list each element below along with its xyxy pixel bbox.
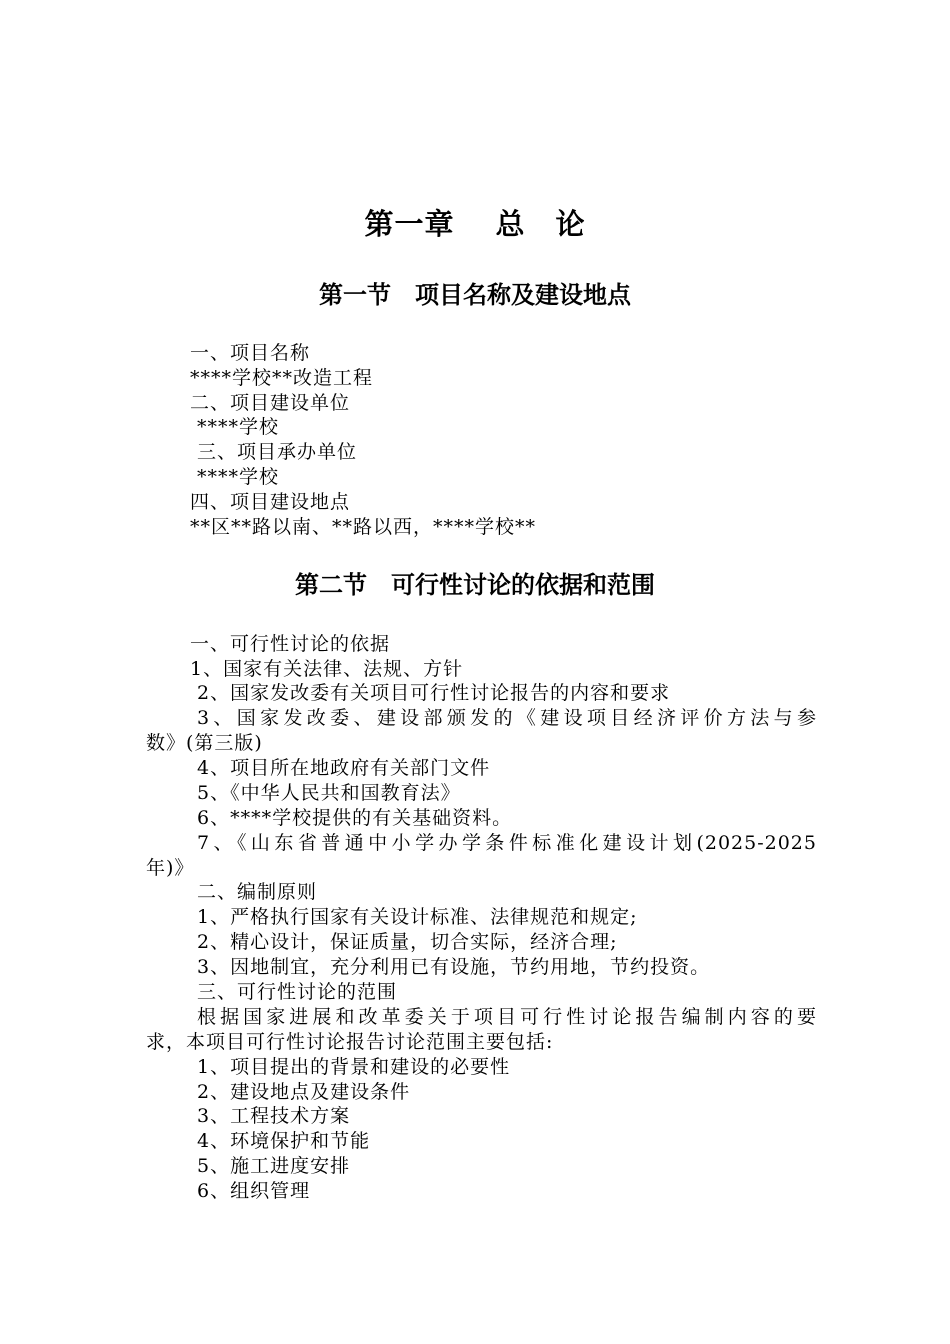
s2-line: 年)》 bbox=[146, 857, 195, 879]
s2-line: 求，本项目可行性讨论报告讨论范围主要包括: bbox=[146, 1031, 554, 1053]
s2-line: 一、可行性讨论的依据 bbox=[190, 633, 391, 655]
s1-line: 一、项目名称 bbox=[190, 342, 311, 364]
chapter-title: 第一章 总 论 bbox=[364, 207, 586, 241]
s2-line: 4、项目所在地政府有关部门文件 bbox=[197, 757, 491, 779]
s2-line: 3、工程技术方案 bbox=[197, 1105, 351, 1127]
s1-line: 三、项目承办单位 bbox=[197, 441, 358, 463]
s2-line: 2、精心设计，保证质量，切合实际，经济合理; bbox=[197, 931, 618, 953]
s2-line: 3、国家发改委、建设部颁发的《建设项目经济评价方法与参 bbox=[197, 707, 817, 729]
s1-line: **区**路以南、**路以西，****学校** bbox=[190, 516, 537, 538]
s2-line: 4、环境保护和节能 bbox=[197, 1130, 371, 1152]
s2-line: 2、国家发改委有关项目可行性讨论报告的内容和要求 bbox=[197, 682, 671, 704]
s2-line: 5、施工进度安排 bbox=[197, 1155, 351, 1177]
s2-line: 数》(第三版) bbox=[146, 732, 263, 754]
section-title-1: 第一节 项目名称及建设地点 bbox=[319, 280, 631, 309]
s1-line: ****学校 bbox=[197, 416, 280, 438]
s2-line: 1、严格执行国家有关设计标准、法律规范和规定; bbox=[197, 906, 638, 928]
s2-line: 1、国家有关法律、法规、方针 bbox=[190, 658, 464, 680]
s1-line: ****学校**改造工程 bbox=[190, 367, 374, 389]
s2-line: 6、****学校提供的有关基础资料。 bbox=[197, 807, 513, 829]
s2-line: 5、《中华人民共和国教育法》 bbox=[197, 782, 461, 804]
s2-line: 根据国家进展和改革委关于项目可行性讨论报告编制内容的要 bbox=[197, 1006, 817, 1028]
s2-line: 3、因地制宜，充分利用已有设施，节约用地，节约投资。 bbox=[197, 956, 711, 978]
s2-line: 2、建设地点及建设条件 bbox=[197, 1081, 411, 1103]
s2-line: 1、项目提出的背景和建设的必要性 bbox=[197, 1056, 511, 1078]
section-title-2: 第二节 可行性讨论的依据和范围 bbox=[295, 570, 655, 599]
s2-line: 7、《山东省普通中小学办学条件标准化建设计划(2025-2025 bbox=[197, 832, 817, 854]
s1-line: ****学校 bbox=[197, 466, 280, 488]
s2-line: 6、组织管理 bbox=[197, 1180, 311, 1202]
s2-line: 三、可行性讨论的范围 bbox=[197, 981, 398, 1003]
s1-line: 四、项目建设地点 bbox=[190, 491, 351, 513]
s1-line: 二、项目建设单位 bbox=[190, 392, 351, 414]
s2-line: 二、编制原则 bbox=[197, 881, 318, 903]
